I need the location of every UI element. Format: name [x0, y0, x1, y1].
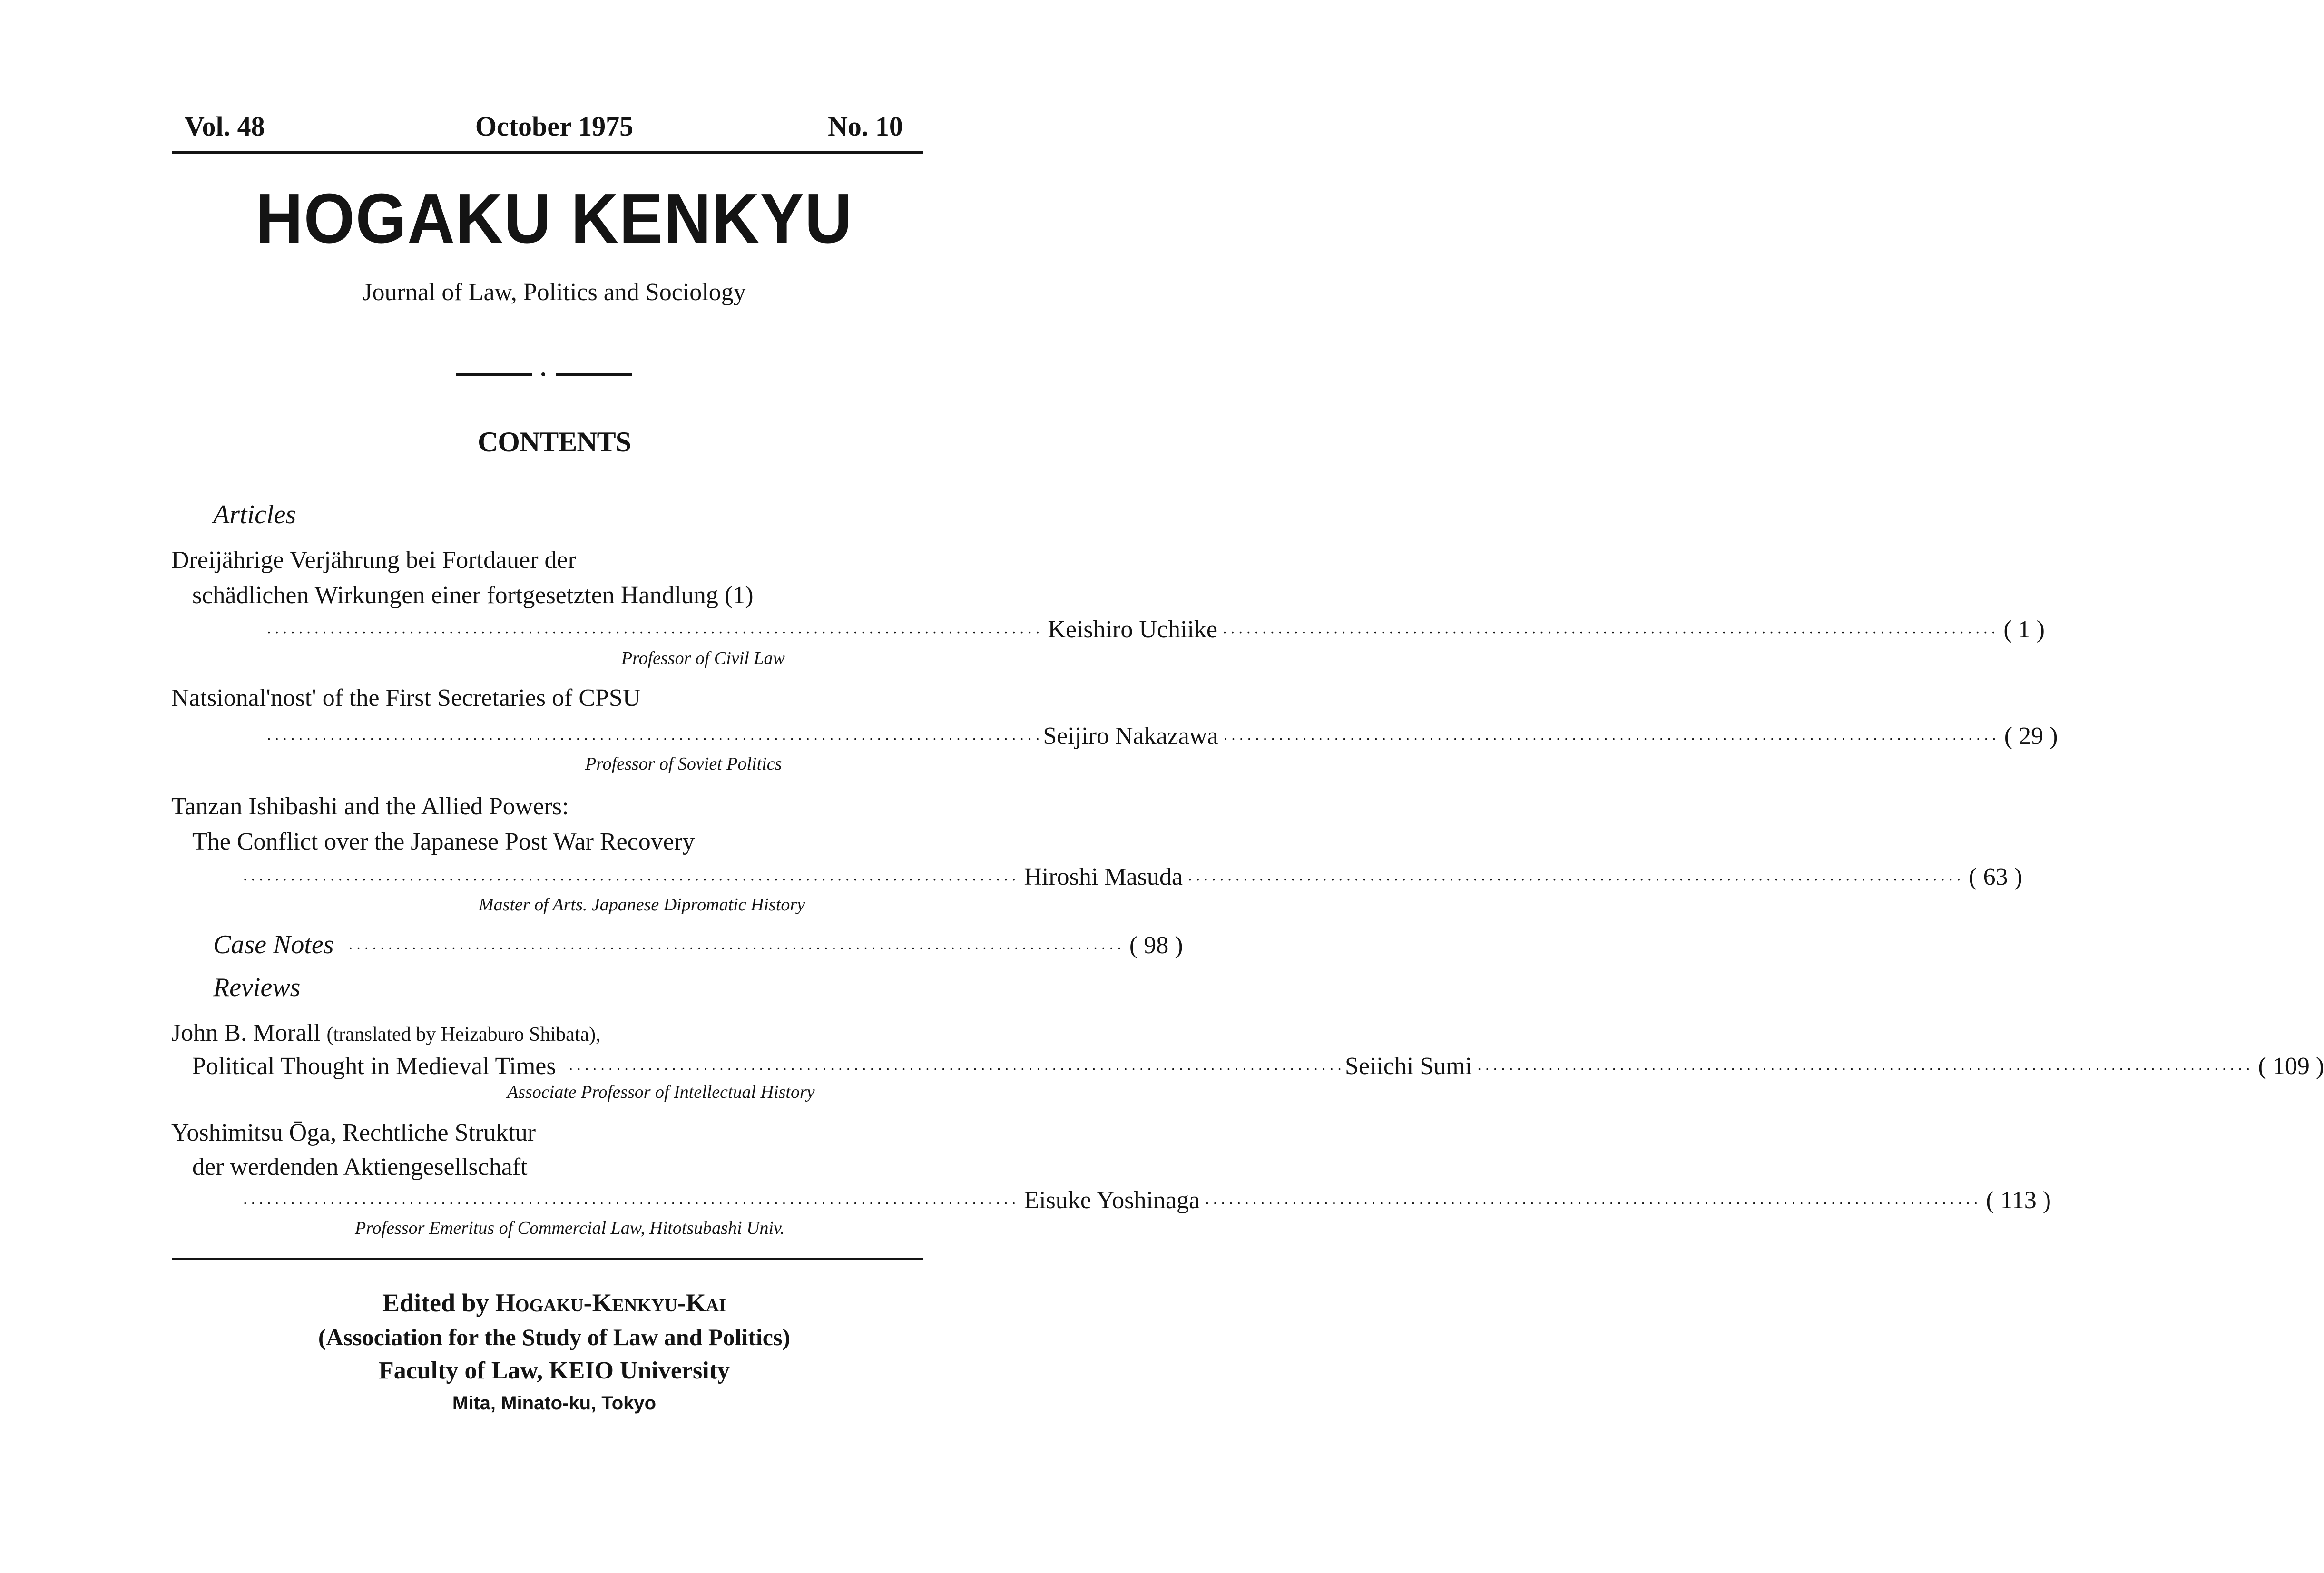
- article-3-author: Hiroshi Masuda: [1024, 863, 1183, 890]
- issue-date: October 1975: [475, 111, 634, 142]
- footer-association: (Association for the Study of Law and Politics): [318, 1324, 791, 1350]
- review-1-page: ( 109 ): [2258, 1053, 2324, 1080]
- review-1-line-1: [171, 1019, 601, 1047]
- section-case-notes: Case Notes: [213, 930, 334, 959]
- review-1-book-title: Political Thought in Medieval Times: [192, 1053, 556, 1080]
- issue-number: No. 10: [828, 111, 903, 142]
- dot-leader: ··································································································: [266, 730, 1043, 747]
- review-1-role: Associate Professor of Intellectual History: [507, 1082, 815, 1102]
- footer-editor-line: [0, 1288, 1108, 1318]
- case-notes-page: ( 98 ): [1129, 932, 1183, 959]
- article-2-page: ( 29 ): [2004, 723, 2058, 750]
- dot-leader: ··································································································: [568, 1060, 1345, 1077]
- article-1-role: Professor of Civil Law: [621, 648, 785, 668]
- article-3-role: Master of Arts. Japanese Dipromatic History: [479, 895, 805, 915]
- review-2-role: Professor Emeritus of Commercial Law, Hitotsubashi Univ.: [355, 1218, 785, 1238]
- dot-leader: ··································································································: [348, 939, 1125, 957]
- review-1-reviewer: Seiichi Sumi: [1344, 1053, 1472, 1080]
- article-3-title-line-1: Tanzan Ishibashi and the Allied Powers:: [171, 793, 569, 820]
- review-2-page: ( 113 ): [1986, 1187, 2051, 1214]
- footer-address: Mita, Minato-ku, Tokyo: [452, 1393, 657, 1414]
- article-2-author: Seijiro Nakazawa: [1043, 723, 1218, 750]
- review-2-entry[interactable]: [243, 1186, 2051, 1215]
- review-2-reviewer: Eisuke Yoshinaga: [1024, 1187, 1200, 1214]
- dot-leader: ··································································································: [1223, 730, 2000, 747]
- article-1-title-line-1: Dreijährige Verjährung bei Fortdauer der: [171, 547, 576, 574]
- dot-leader: ··································································································: [266, 624, 1043, 641]
- article-1-entry[interactable]: [266, 616, 2045, 644]
- article-3-title-line-2: The Conflict over the Japanese Post War Recovery: [192, 828, 695, 855]
- dot-leader: ··································································································: [1205, 1194, 1981, 1212]
- dot-leader: ··································································································: [1187, 871, 1964, 888]
- review-1-translator-note: (translated by Heizaburo Shibata),: [326, 1024, 601, 1045]
- article-1-author: Keishiro Uchiike: [1048, 616, 1217, 643]
- article-3-page: ( 63 ): [1969, 863, 2022, 890]
- section-articles: Articles: [213, 500, 296, 529]
- case-notes-entry[interactable]: [213, 929, 1183, 959]
- dot-leader: ··································································································: [243, 1194, 1020, 1212]
- dot-leader: ··································································································: [1222, 624, 1999, 641]
- journal-subtitle: Journal of Law, Politics and Sociology: [363, 279, 746, 306]
- contents-heading: CONTENTS: [477, 426, 631, 458]
- volume-label: Vol. 48: [185, 111, 265, 142]
- footer-faculty: Faculty of Law, KEIO University: [378, 1357, 730, 1384]
- review-1-entry[interactable]: [192, 1052, 2324, 1081]
- review-2-title-line-2: der werdenden Aktiengesellschaft: [192, 1153, 528, 1181]
- article-2-title-line-1: Natsional'nost' of the First Secretaries of CPSU: [171, 684, 641, 712]
- footer-rule: [172, 1258, 923, 1260]
- footer-editor: Hogaku-Kenkyu-Kai: [495, 1289, 726, 1317]
- review-1-book-author: John B. Morall: [171, 1019, 321, 1046]
- review-2-title-line-1: Yoshimitsu Ōga, Rechtliche Struktur: [171, 1119, 536, 1146]
- header-rule: [172, 151, 923, 154]
- article-2-entry[interactable]: [266, 722, 2058, 751]
- section-reviews: Reviews: [213, 973, 301, 1002]
- dot-leader: ··································································································: [243, 871, 1020, 888]
- journal-title: HOGAKU KENKYU: [255, 179, 853, 258]
- footer-edited-by: Edited by: [382, 1289, 489, 1317]
- dot-leader: ··································································································: [1477, 1060, 2254, 1077]
- article-1-page: ( 1 ): [2003, 616, 2045, 643]
- article-3-entry[interactable]: [243, 863, 2022, 891]
- article-2-role: Professor of Soviet Politics: [585, 754, 782, 774]
- article-1-title-line-2: schädlichen Wirkungen einer fortgesetzten Handlung (1): [192, 582, 754, 609]
